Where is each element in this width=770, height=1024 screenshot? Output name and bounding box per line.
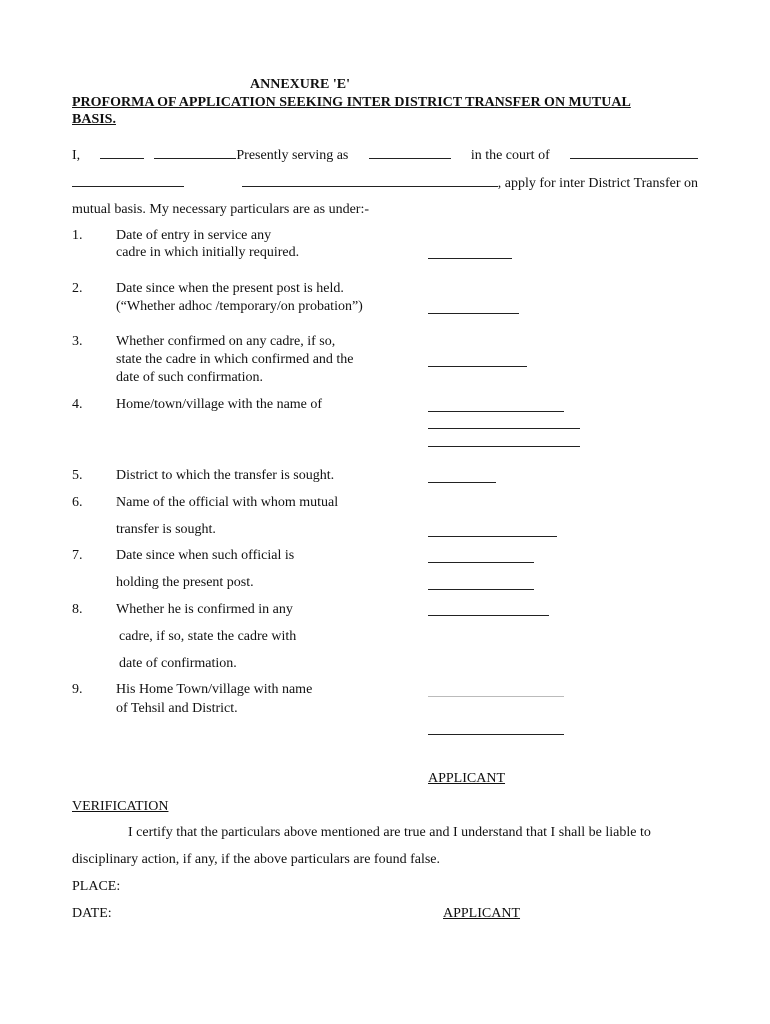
answer-blank	[428, 536, 557, 537]
answer-blank	[428, 411, 564, 412]
intro-line-1	[72, 146, 698, 164]
answer-blank	[428, 696, 564, 697]
form-title-line1: PROFORMA OF APPLICATION SEEKING INTER DISTRICT TRANSFER ON MUTUAL	[72, 95, 631, 110]
answer-blank	[428, 615, 549, 616]
item-number: 3.	[72, 334, 83, 349]
apply-group	[242, 174, 698, 192]
intro-line-3: mutual basis. My necessary particulars are as under:-	[72, 202, 370, 217]
item-text: Date since when such official is	[116, 548, 295, 563]
item-number: 2.	[72, 281, 83, 296]
item-text: Date since when the present post is held.	[116, 281, 344, 296]
item-text: cadre, if so, state the cadre with	[119, 629, 297, 644]
item-text: of Tehsil and District.	[116, 701, 238, 716]
answer-blank	[428, 562, 534, 563]
item-text: Whether he is confirmed in any	[116, 602, 293, 617]
date-label: DATE:	[72, 906, 112, 921]
answer-blank	[428, 482, 496, 483]
item-text: cadre in which initially required.	[116, 245, 300, 260]
item-number: 4.	[72, 397, 83, 412]
answer-blank	[428, 313, 519, 314]
item-text: Name of the official with whom mutual	[116, 495, 339, 510]
answer-blank	[428, 366, 527, 367]
in-the-court-of-text: in the court of	[470, 148, 550, 163]
applicant-signature-label: APPLICANT	[443, 906, 521, 921]
district-blank	[242, 174, 498, 187]
intro-i: I,	[72, 148, 81, 163]
item-number: 8.	[72, 602, 83, 617]
apply-text: , apply for inter District Transfer on	[497, 176, 698, 191]
court-blank-2	[72, 174, 184, 187]
answer-blank	[428, 589, 534, 590]
verification-text-line2: disciplinary action, if any, if the above particulars are found false.	[72, 852, 441, 867]
name-blank-2	[154, 146, 236, 159]
item-number: 6.	[72, 495, 83, 510]
place-label: PLACE:	[72, 879, 121, 894]
item-text: holding the present post.	[116, 575, 254, 590]
court-blank	[570, 146, 698, 159]
item-text: state the cadre in which confirmed and the	[116, 352, 354, 367]
item-text: date of such confirmation.	[116, 370, 263, 385]
annexure-label: ANNEXURE 'E'	[250, 77, 350, 92]
form-title-line2: BASIS.	[72, 112, 116, 127]
answer-blank	[428, 734, 564, 735]
item-text: (“Whether adhoc /temporary/on probation”)	[116, 299, 363, 314]
designation-blank	[369, 146, 451, 159]
item-text: date of confirmation.	[119, 656, 237, 671]
presently-serving-text: Presently serving as	[236, 148, 349, 163]
verification-text-line1: I certify that the particulars above mentioned are true and I understand that I shall be liable to	[128, 825, 651, 840]
applicant-label: APPLICANT	[428, 771, 506, 786]
item-number: 5.	[72, 468, 83, 483]
item-text: Whether confirmed on any cadre, if so,	[116, 334, 336, 349]
item-number: 9.	[72, 682, 83, 697]
item-text: Home/town/village with the name of	[116, 397, 323, 412]
intro-line-2	[72, 174, 698, 192]
item-text: Date of entry in service any	[116, 228, 272, 243]
item-text: transfer is sought.	[116, 522, 216, 537]
name-blanks	[100, 146, 348, 164]
answer-blank	[428, 258, 512, 259]
name-blank-1	[100, 146, 144, 159]
item-number: 7.	[72, 548, 83, 563]
verification-heading: VERIFICATION	[72, 799, 169, 814]
answer-blank	[428, 446, 580, 447]
item-text: His Home Town/village with name	[116, 682, 313, 697]
item-number: 1.	[72, 228, 83, 243]
answer-blank	[428, 428, 580, 429]
item-text: District to which the transfer is sought.	[116, 468, 335, 483]
